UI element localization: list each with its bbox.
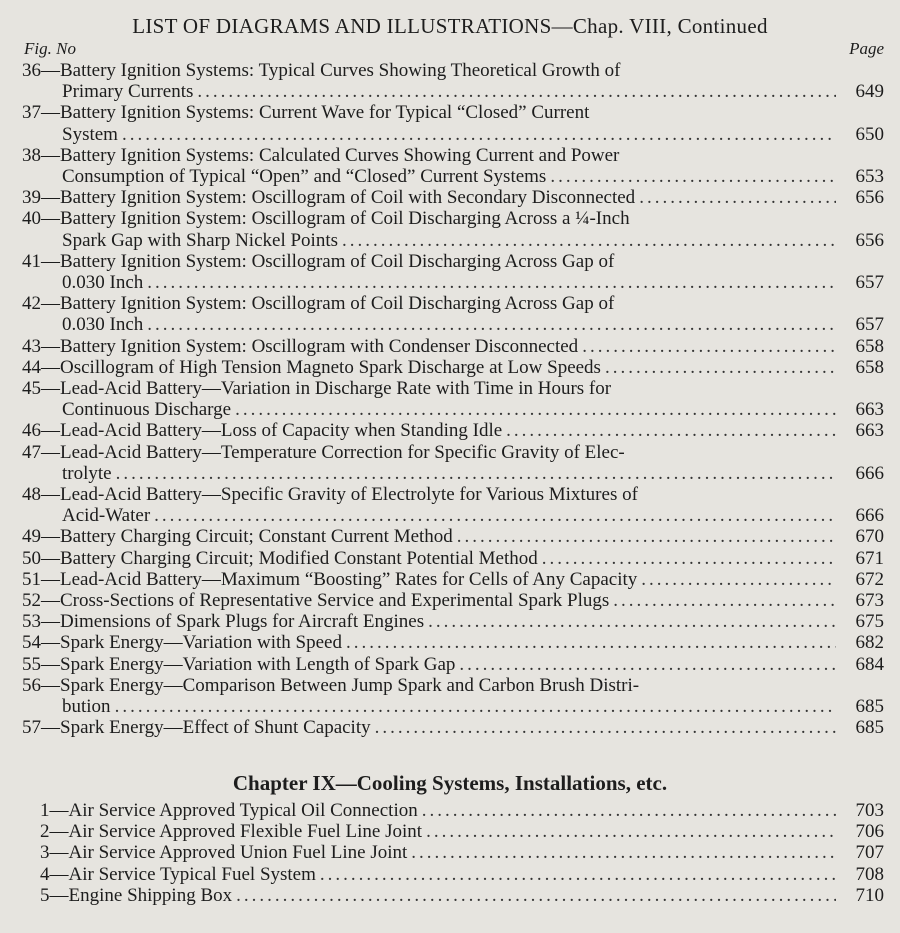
entry-title-line: System: [62, 123, 118, 145]
dot-leader: [320, 864, 836, 885]
dot-leader: [122, 124, 836, 145]
entry-title-line: 0.030 Inch: [62, 272, 144, 294]
page-number: 685: [855, 696, 884, 718]
page-number: 684: [855, 653, 884, 675]
entry-title-line: 50—Battery Charging Circuit; Modified Constant Potential Method: [22, 547, 538, 569]
entry-title-line: 51—Lead-Acid Battery—Maximum “Boosting” Rates for Cells of Any Capacity: [22, 568, 638, 590]
dot-leader: [116, 463, 836, 484]
entry-title-line: 38—Battery Ignition Systems: Calculated Curves Showing Current and Power: [22, 144, 620, 166]
entry-title-line: 46—Lead-Acid Battery—Loss of Capacity when Standing Idle: [22, 420, 503, 442]
list-entry: [22, 632, 884, 653]
entry-title-line: 2—Air Service Approved Flexible Fuel Line Joint: [40, 821, 423, 843]
entry-title-line: 49—Battery Charging Circuit; Constant Current Method: [22, 526, 453, 548]
page-number: 685: [855, 717, 884, 739]
page-number: 703: [855, 800, 884, 821]
dot-leader: [342, 230, 836, 251]
dot-leader: [542, 548, 836, 569]
list-entry: [22, 484, 884, 526]
entry-title-line: Acid-Water: [62, 505, 151, 527]
page-heading: LIST OF DIAGRAMS AND ILLUSTRATIONS—Chap. VIII, Continued: [132, 14, 768, 38]
page-number: 708: [855, 863, 884, 885]
dot-leader: [147, 314, 836, 335]
dot-leader: [426, 821, 836, 842]
page-number: 658: [855, 335, 884, 357]
entry-title-line: 42—Battery Ignition System: Oscillogram of Coil Discharging Across Gap of: [22, 293, 615, 315]
dot-leader: [428, 611, 836, 632]
dot-leader: [115, 696, 836, 717]
page-number: 707: [855, 842, 884, 864]
page-number: 673: [855, 590, 884, 612]
dot-leader: [550, 166, 836, 187]
entry-title-line: 47—Lead-Acid Battery—Temperature Correction for Specific Gravity of Elec-: [22, 441, 625, 463]
dot-leader: [197, 81, 836, 102]
list-entry: [22, 187, 884, 208]
fig-no-header: Fig. No: [24, 39, 76, 58]
entry-title-line: 53—Dimensions of Spark Plugs for Aircraft Engines: [22, 611, 425, 633]
column-headers: [24, 38, 884, 60]
page-number: 653: [855, 166, 884, 188]
entry-title-line: 3—Air Service Approved Union Fuel Line Joint: [40, 842, 408, 864]
entry-title-line: Primary Currents: [62, 81, 194, 103]
dot-leader: [411, 842, 836, 863]
entry-title-line: 1—Air Service Approved Typical Oil Connection: [40, 800, 418, 821]
list-entry: [40, 800, 884, 821]
dot-leader: [639, 187, 836, 208]
entry-title-line: 43—Battery Ignition System: Oscillogram with Condenser Disconnected: [22, 335, 579, 357]
list-entry: [22, 336, 884, 357]
entry-title-line: 57—Spark Energy—Effect of Shunt Capacity: [22, 717, 371, 739]
entry-title-line: 52—Cross-Sections of Representative Service and Experimental Spark Plugs: [22, 590, 610, 612]
page-number: 706: [855, 821, 884, 843]
page-number: 649: [855, 81, 884, 103]
dot-leader: [147, 272, 836, 293]
page-number: 657: [855, 314, 884, 336]
page-header: Page: [849, 39, 884, 58]
list-entry: [22, 526, 884, 547]
page-number: 657: [855, 272, 884, 294]
dot-leader: [459, 654, 836, 675]
page-number: 666: [855, 462, 884, 484]
list-entry: [40, 885, 884, 906]
list-entry: [22, 654, 884, 675]
entry-title-line: trolyte: [62, 462, 112, 484]
figure-list-chapter-viii: [22, 60, 884, 739]
dot-leader: [346, 632, 836, 653]
page-number: 671: [855, 547, 884, 569]
entry-title-line: 39—Battery Ignition System: Oscillogram of Coil with Secondary Disconnected: [22, 187, 636, 209]
dot-leader: [457, 526, 836, 547]
entry-title-line: 44—Oscillogram of High Tension Magneto Spark Discharge at Low Speeds: [22, 356, 601, 378]
page-number: 672: [855, 568, 884, 590]
entry-title-line: 41—Battery Ignition System: Oscillogram of Coil Discharging Across Gap of: [22, 250, 615, 272]
entry-title-line: 56—Spark Energy—Comparison Between Jump Spark and Carbon Brush Distri-: [22, 674, 640, 696]
entry-title-line: 54—Spark Energy—Variation with Speed: [22, 632, 342, 654]
entry-title-line: 4—Air Service Typical Fuel System: [40, 863, 316, 885]
page-number: 682: [855, 632, 884, 654]
dot-leader: [154, 505, 836, 526]
list-entry: [40, 842, 884, 863]
entry-title-line: 40—Battery Ignition System: Oscillogram of Coil Discharging Across a ¼-Inch: [22, 208, 630, 230]
list-entry: [22, 208, 884, 250]
list-entry: [40, 821, 884, 842]
list-entry: [22, 420, 884, 441]
list-entry: [40, 864, 884, 885]
dot-leader: [506, 420, 836, 441]
page-number: 658: [855, 356, 884, 378]
page-number: 663: [855, 399, 884, 421]
dot-leader: [375, 717, 836, 738]
entry-title-line: 36—Battery Ignition Systems: Typical Curves Showing Theoretical Growth of: [22, 60, 621, 81]
dot-leader: [641, 569, 836, 590]
entry-title-line: bution: [62, 696, 111, 718]
dot-leader: [235, 399, 836, 420]
list-entry: [22, 717, 884, 738]
page-number: 710: [855, 884, 884, 906]
dot-leader: [236, 885, 836, 906]
entry-title-line: 5—Engine Shipping Box: [40, 884, 233, 906]
list-entry: [22, 251, 884, 293]
figure-list-chapter-ix: [40, 800, 884, 906]
list-entry: [22, 102, 884, 144]
list-entry: [22, 590, 884, 611]
page-number: 650: [855, 123, 884, 145]
entry-title-line: Spark Gap with Sharp Nickel Points: [62, 229, 339, 251]
entry-title-line: 0.030 Inch: [62, 314, 144, 336]
entry-title-line: Consumption of Typical “Open” and “Closed” Current Systems: [62, 166, 547, 188]
page-number: 666: [855, 505, 884, 527]
entry-title-line: 48—Lead-Acid Battery—Specific Gravity of Electrolyte for Various Mixtures of: [22, 484, 638, 506]
entry-title-line: Continuous Discharge: [62, 399, 232, 421]
page-number: 656: [855, 229, 884, 251]
list-entry: [22, 60, 884, 102]
list-entry: [22, 145, 884, 187]
page-number: 675: [855, 611, 884, 633]
list-entry: [22, 293, 884, 335]
dot-leader: [613, 590, 836, 611]
list-entry: [22, 378, 884, 420]
page-number: 670: [855, 526, 884, 548]
list-entry: [22, 548, 884, 569]
dot-leader: [605, 357, 836, 378]
list-entry: [22, 357, 884, 378]
dot-leader: [582, 336, 836, 357]
list-entry: [22, 675, 884, 717]
entry-title-line: 37—Battery Ignition Systems: Current Wave for Typical “Closed” Current: [22, 102, 590, 124]
list-entry: [22, 611, 884, 632]
chapter-ix-heading: Chapter IX—Cooling Systems, Installations, etc.: [232, 771, 668, 795]
dot-leader: [422, 800, 836, 821]
page-number: 663: [855, 420, 884, 442]
list-entry: [22, 442, 884, 484]
entry-title-line: 55—Spark Energy—Variation with Length of Spark Gap: [22, 653, 456, 675]
entry-title-line: 45—Lead-Acid Battery—Variation in Discharge Rate with Time in Hours for: [22, 378, 612, 400]
page-number: 656: [855, 187, 884, 209]
list-entry: [22, 569, 884, 590]
